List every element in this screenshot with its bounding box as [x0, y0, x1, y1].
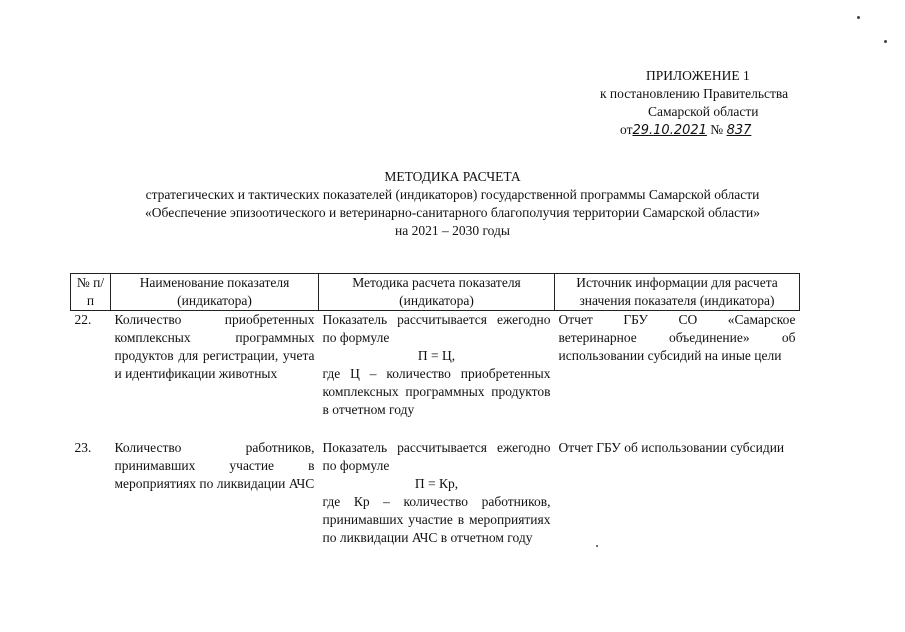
- scan-speck: [884, 40, 887, 43]
- row-number: 23.: [74, 440, 92, 455]
- document-subtitle-1: стратегических и тактических показателей (индикаторов) государственной программы Самарской области: [145, 187, 760, 202]
- row-indicator-name: Количество работников, принимавших участие в мероприятиях по ликвидации АЧС: [114, 440, 315, 491]
- appendix-line-decree: к постановлению Правительства: [600, 86, 789, 101]
- table-header-row: [71, 274, 800, 311]
- table-row: [71, 439, 800, 547]
- appendix-number: 837: [726, 123, 752, 138]
- header-number: № п/п: [71, 274, 111, 311]
- method-where: где Ц – количество приобретенных комплексных программных продуктов в отчетном году: [322, 366, 551, 417]
- header-indicator-name: Наименование показателя (индикатора): [111, 274, 319, 311]
- row-method: [319, 311, 555, 420]
- appendix-title: ПРИЛОЖЕНИЕ 1: [646, 68, 750, 83]
- header-source: Источник информации для расчета значения показателя (индикатора): [555, 274, 800, 311]
- row-spacer: [71, 419, 800, 439]
- appendix-number-prefix: №: [710, 122, 724, 137]
- appendix-from-prefix: от: [620, 122, 633, 137]
- method-intro: Показатель рассчитывается ежегодно по формуле: [322, 440, 551, 473]
- appendix-date-line: [620, 121, 751, 140]
- document-subtitle-3: на 2021 – 2030 годы: [395, 223, 510, 238]
- document-title-block: [60, 168, 845, 240]
- method-where: где Кр – количество работников, принимавших участие в мероприятиях по ликвидации АЧС в отчетном году: [322, 494, 551, 545]
- row-source: Отчет ГБУ об использовании субсидии: [558, 440, 785, 455]
- row-number: 22.: [74, 312, 92, 327]
- indicators-table: [70, 273, 800, 547]
- row-method: [319, 439, 555, 547]
- document-heading: МЕТОДИКА РАСЧЕТА: [384, 169, 521, 184]
- row-indicator-name: Количество приобретенных комплексных программных продуктов для регистрации, учета и идентификации животных: [114, 312, 315, 381]
- method-formula: П = Кр,: [414, 476, 459, 491]
- method-formula: П = Ц,: [417, 348, 456, 363]
- table-row: [71, 311, 800, 420]
- row-source: Отчет ГБУ СО «Самарское ветеринарное объединение» об использовании субсидий на иные цели: [558, 312, 796, 363]
- scan-speck: [857, 16, 860, 19]
- appendix-line-region: Самарской области: [648, 104, 759, 119]
- appendix-date: 29.10.2021: [632, 123, 707, 138]
- document-subtitle-2: «Обеспечение эпизоотического и ветеринарно-санитарного благополучия территории Самарской области»: [145, 205, 760, 220]
- scan-speck: [596, 545, 598, 547]
- header-method: Методика расчета показателя (индикатора): [319, 274, 555, 311]
- method-intro: Показатель рассчитывается ежегодно по формуле: [322, 312, 551, 345]
